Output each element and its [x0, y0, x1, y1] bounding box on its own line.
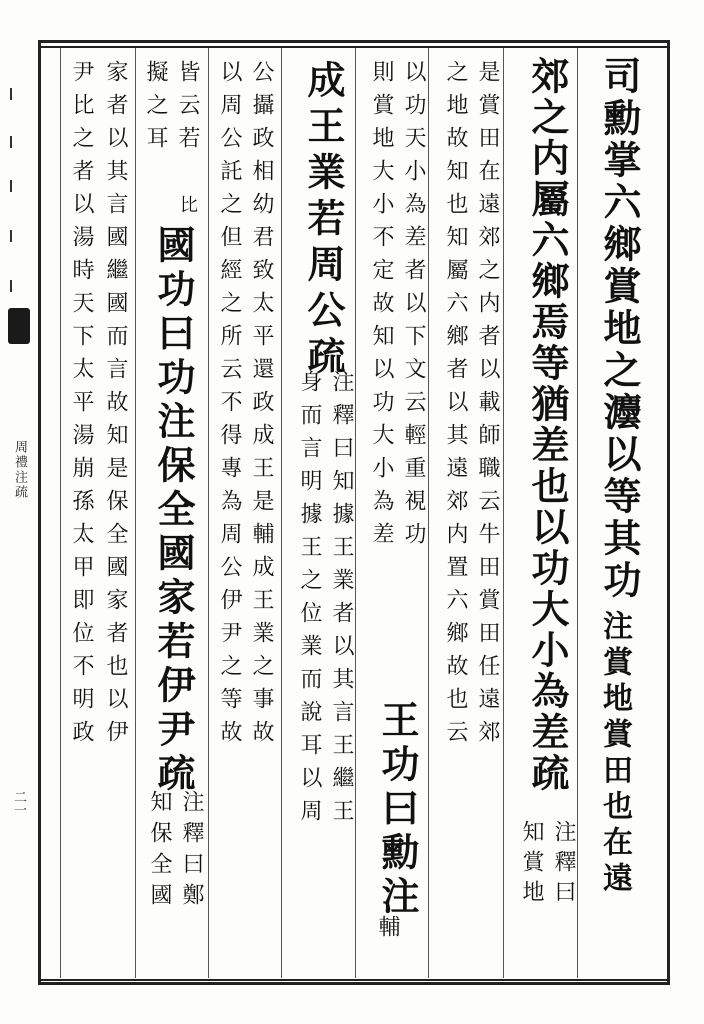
margin-tick	[10, 280, 12, 292]
text-column-10-note-a	[176, 790, 207, 914]
annotation-text: 身而言明據王之位業而說耳以周	[297, 370, 322, 832]
text-column-10-note-b	[144, 790, 175, 914]
text-column-3	[472, 60, 503, 753]
text-column-11	[100, 60, 131, 753]
margin-page-number: 二一	[11, 790, 26, 816]
column-rule	[208, 48, 209, 978]
text-column-4	[440, 60, 471, 753]
annotation-text: 注釋曰	[551, 820, 576, 910]
text-column-2-note-b	[516, 820, 547, 910]
text-column-1	[592, 56, 647, 602]
commentary-text: 是賞田在遠郊之内者以載師職云牛田賞田任遠郊	[475, 60, 500, 753]
annotation-text: 知保全國	[147, 790, 172, 914]
annotation-text: 輔	[375, 915, 400, 948]
text-column-6-tail	[372, 915, 403, 948]
commentary-text: 家者以其言國繼國而言故知是保全國家者也以伊	[103, 60, 128, 753]
text-column-2-note-a	[548, 820, 579, 910]
text-column-7-note-b	[294, 370, 325, 832]
frame-bottom-rule	[38, 979, 670, 981]
text-column-10-a	[172, 60, 203, 224]
text-column-6-main	[370, 700, 425, 920]
margin-tick	[10, 230, 12, 242]
annotation-text: 注賞地賞田也在遠	[597, 610, 632, 898]
margin-book-title: 周禮注疏	[12, 440, 27, 500]
commentary-text: 之地故知也知屬六鄉者以其遠郊内置六鄉故也云	[443, 60, 468, 753]
main-text: 國功曰功注保全國家若伊尹疏	[151, 225, 196, 797]
text-column-5	[398, 60, 429, 555]
text-column-10-b	[140, 60, 171, 159]
main-text: 成王業若周公疏	[301, 60, 346, 382]
frame-left-rule	[38, 40, 41, 985]
commentary-text: 皆云若	[175, 60, 200, 159]
commentary-text: 以功天小為差者以下文云輕重視功	[401, 60, 426, 555]
column-rule	[60, 48, 61, 978]
text-column-8	[246, 60, 277, 753]
fishtail-mark	[8, 308, 30, 344]
margin-tick	[10, 88, 12, 100]
annotation-text: 注釋曰鄭	[179, 790, 204, 914]
text-column-7	[296, 60, 351, 382]
column-rule	[135, 48, 136, 978]
text-column-10-main	[146, 225, 201, 797]
main-text: 司勳掌六鄉賞地之灋以等其功	[597, 56, 642, 602]
margin-strip	[0, 40, 38, 985]
text-column-7-note-a	[326, 370, 357, 832]
commentary-text: 比	[177, 195, 198, 224]
commentary-text: 尹比之者以湯時天下太平湯崩孫太甲即位不明政	[69, 60, 94, 753]
main-text: 王功曰勳注	[375, 700, 420, 920]
text-column-12	[66, 60, 97, 753]
commentary-text: 公攝政相幼君致太平還政成王是輔成王業之事故	[249, 60, 274, 753]
margin-tick	[10, 136, 12, 148]
column-rule	[503, 48, 504, 978]
text-column-2	[520, 56, 575, 794]
commentary-text: 擬之耳	[143, 60, 168, 159]
main-text: 郊之内屬六鄉焉等猶差也以功大小為差疏	[525, 56, 570, 794]
margin-tick	[10, 180, 12, 192]
annotation-text: 知賞地	[519, 820, 544, 910]
frame-top-rule	[38, 46, 670, 48]
annotation-text: 注釋曰知據王業者以其言王繼王	[329, 370, 354, 832]
commentary-text: 則賞地大小不定故知以功大小為差	[369, 60, 394, 555]
commentary-text: 以周公託之但經之所云不得專為周公伊尹之等故	[217, 60, 242, 753]
column-rule	[281, 48, 282, 978]
text-column-6	[366, 60, 397, 555]
text-column-9	[214, 60, 245, 753]
text-column-1-note	[592, 610, 636, 898]
